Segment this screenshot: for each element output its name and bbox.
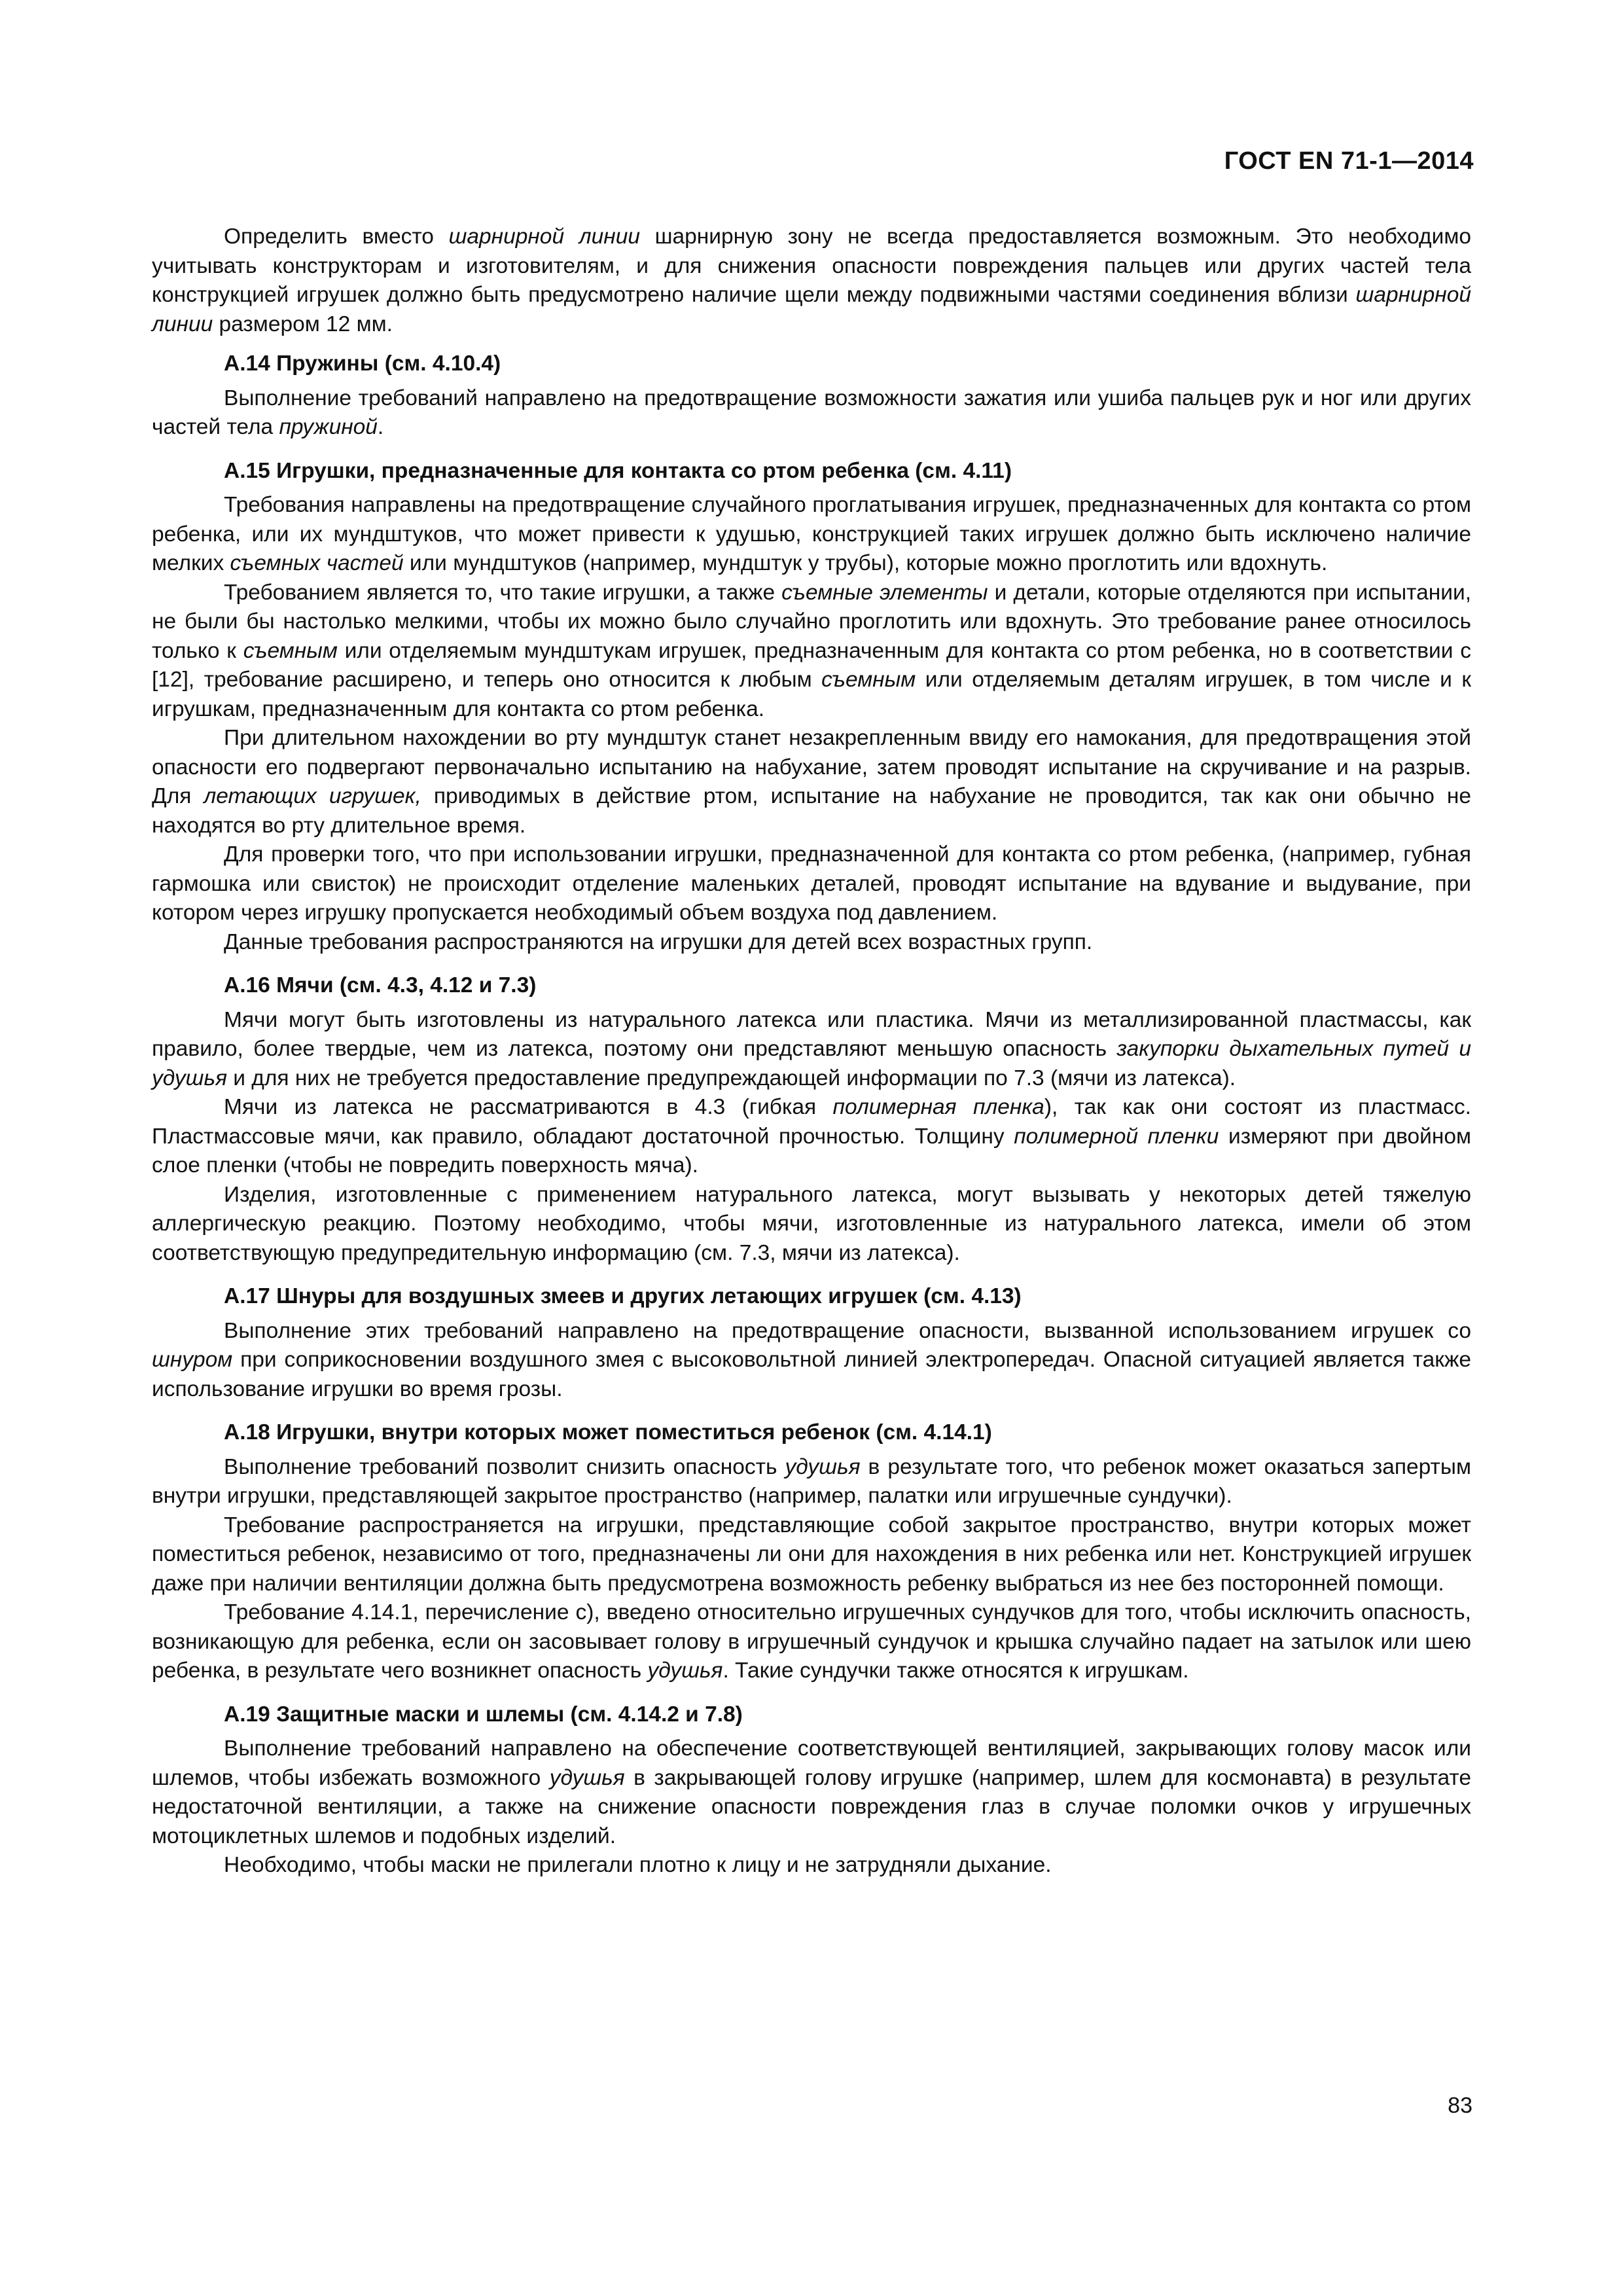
text-run: в результате того, что ребенок может оказаться запертым внутри игрушки, представляющей закрытое пространство (например, палатки или игрушечные сундучки). (152, 1454, 1471, 1508)
text-run: Требования направлены на предотвращение случайного проглатывания игрушек, предназначенных для контакта со ртом ребенка, или их мундштуков, что может привести к удушью, конструкцией таких игрушек должно быть исключено наличие мелких (152, 493, 1471, 575)
section-heading: А.15 Игрушки, предназначенные для контакта со ртом ребенка (см. 4.11) (224, 458, 1012, 483)
italic-term: полимерная пленка (832, 1095, 1044, 1119)
paragraph (152, 1006, 1471, 1094)
paragraph (152, 1453, 1471, 1511)
paragraph (152, 1734, 1471, 1851)
text-run: Изделия, изготовленные с применением натурального латекса, могут вызывать у некоторых детей тяжелую аллергическую реакцию. Поэтому необходимо, чтобы мячи, изготовленные из натурального латекса, имели об этом соответствующую предупредительную информацию (см. 7.3, мячи из латекса). (152, 1182, 1471, 1265)
text-run: Выполнение требований позволит снизить опасность (224, 1454, 785, 1479)
text-run: Для проверки того, что при использовании игрушки, предназначенной для контакта со ртом ребенка, (например, губная гармошка или свисток) не происходит отделение маленьких деталей, проводят испытание на вдувание и выдувание, при котором через игрушку пропускается необходимый объем воздуха под давлением. (152, 842, 1471, 925)
text-run: и для них не требуется предоставление предупреждающей информации по 7.3 (мячи из латекса). (226, 1066, 1236, 1090)
text-run: Выполнение требований направлено на предотвращение возможности зажатия или ушиба пальцев рук и ног или других частей тела (152, 386, 1471, 439)
text-run: Выполнение требований направлено на обеспечение соответствующей вентиляцией, закрывающих голову масок или шлемов, чтобы избежать возможного (152, 1736, 1471, 1790)
text-run: Данные требования распространяются на игрушки для детей всех возрастных групп. (224, 929, 1093, 954)
text-run: шарнирную зону не всегда предоставляется возможным. Это необходимо учитывать конструкторам и изготовителям, и для снижения опасности повреждения пальцев или других частей тела конструкцией игрушек должно быть предусмотрено наличие щели между подвижными частями соединения вблизи (152, 224, 1471, 307)
italic-term: шнуром (152, 1348, 233, 1372)
paragraph (152, 1181, 1471, 1268)
paragraph (152, 384, 1471, 442)
italic-term: съемных частей (230, 551, 404, 575)
italic-term: съемные элементы (781, 580, 988, 605)
italic-term: удушья (549, 1765, 625, 1790)
paragraph (152, 1598, 1471, 1686)
text-run: . Такие сундучки также относятся к игрушкам. (722, 1659, 1189, 1683)
section (152, 457, 1471, 958)
document-code-header: ГОСТ EN 71-1—2014 (1224, 147, 1474, 175)
paragraph (152, 1093, 1471, 1181)
paragraph (152, 1511, 1471, 1599)
section-heading: А.14 Пружины (см. 4.10.4) (224, 351, 501, 376)
paragraph (152, 724, 1471, 840)
text-run: или мундштуков (например, мундштук у трубы), которые можно проглотить или вдохнуть. (403, 551, 1328, 575)
paragraph (152, 928, 1471, 958)
italic-term: шарнирной линии (448, 224, 640, 249)
text-run: приводимых в действие ртом, испытание на набухание не проводится, так как они обычно не находятся во рту длительное время. (152, 784, 1471, 838)
italic-term: удушья (785, 1454, 861, 1479)
section (152, 1418, 1471, 1686)
text-run: или отделяемым мундштукам игрушек, предназначенным для контакта со ртом ребенка, но в соответствии с [12], требование расширено, и теперь оно относится к любым (152, 638, 1471, 692)
paragraph (152, 1317, 1471, 1405)
italic-term: полимерной пленки (1014, 1124, 1219, 1149)
text-run: При длительном нахождении во рту мундштук станет незакрепленным ввиду его намокания, для предотвращения этой опасности его подвергают первоначально испытанию на набухание, затем проводят испытание на скручивание и на разрыв. Для (152, 726, 1471, 808)
italic-term: съемным (821, 668, 916, 692)
text-run: Необходимо, чтобы маски не прилегали плотно к лицу и не затрудняли дыхание. (224, 1853, 1052, 1877)
section (152, 1282, 1471, 1404)
text-run: Требованием является то, что такие игрушки, а также (224, 580, 782, 605)
intro-block (152, 223, 1471, 339)
italic-term: шарнирной линии (152, 283, 1471, 336)
italic-term: пружиной (279, 415, 378, 439)
italic-term: удушья (647, 1659, 723, 1683)
text-run: . (377, 415, 384, 439)
text-run: Требование 4.14.1, перечисление с), введено относительно игрушечных сундучков для того, чтобы исключить опасность, возникающую для ребенка, если он засовывает голову в игрушечный сундучок и крышка случайно падает на затылок или шею ребенка, в результате чего возникнет опасность (152, 1600, 1471, 1683)
section (152, 350, 1471, 442)
section-heading: А.16 Мячи (см. 4.3, 4.12 и 7.3) (224, 973, 537, 997)
section (152, 971, 1471, 1268)
paragraph (152, 223, 1471, 339)
paragraph (152, 840, 1471, 928)
text-run: или отделяемым деталям игрушек, в том числе и к игрушкам, предназначенным для контакта со ртом ребенка. (152, 668, 1471, 721)
sections-container (152, 350, 1471, 1880)
paragraph (152, 491, 1471, 579)
paragraph (152, 1851, 1471, 1880)
text-run: измеряют при двойном слое пленки (чтобы не повредить поверхность мяча). (152, 1124, 1471, 1177)
text-run: Выполнение этих требований направлено на предотвращение опасности, вызванной использованием игрушек со (224, 1318, 1471, 1343)
page-content (152, 223, 1471, 1880)
section-heading: А.19 Защитные маски и шлемы (см. 4.14.2 и 7.8) (224, 1702, 743, 1727)
italic-term: закупорки дыхательных путей и удушья (152, 1037, 1471, 1090)
italic-term: летающих игрушек, (204, 784, 421, 808)
text-run: ), так как они состоят из пластмасс. Пластмассовые мячи, как правило, обладают достаточной прочностью. Толщину (152, 1095, 1471, 1149)
italic-term: съемным (243, 638, 338, 663)
text-run: размером 12 мм. (213, 312, 393, 336)
text-run: Мячи из латекса не рассматриваются в 4.3 (гибкая (224, 1095, 833, 1119)
section (152, 1700, 1471, 1880)
paragraph (152, 579, 1471, 725)
text-run: Определить вместо (224, 224, 449, 249)
text-run: в закрывающей голову игрушке (например, шлем для космонавта) в результате недостаточной вентиляции, а также на снижение опасности повреждения глаз в случае поломки очков у игрушечных мотоциклетных шлемов и подобных изделий. (152, 1765, 1471, 1848)
text-run: и детали, которые отделяются при испытании, не были бы настолько мелкими, чтобы их можно было случайно проглотить или вдохнуть. Это требование ранее относилось только к (152, 580, 1471, 663)
text-run: Мячи могут быть изготовлены из натурального латекса или пластика. Мячи из металлизированной пластмассы, как правило, более твердые, чем из латекса, поэтому они представляют меньшую опасность (152, 1007, 1471, 1061)
section-heading: А.18 Игрушки, внутри которых может поместиться ребенок (см. 4.14.1) (224, 1420, 992, 1444)
text-run: при соприкосновении воздушного змея с высоковольтной линией электропередач. Опасной ситуацией является также использование игрушки во время грозы. (152, 1348, 1471, 1401)
section-heading: А.17 Шнуры для воздушных змеев и других летающих игрушек (см. 4.13) (224, 1284, 1022, 1308)
text-run: Требование распространяется на игрушки, представляющие собой закрытое пространство, внутри которых может поместиться ребенок, независимо от того, предназначены ли они для нахождения в них ребенка или нет. Конструкцией игрушек даже при наличии вентиляции должна быть предусмотрена возможность ребенку выбраться из нее без посторонней помощи. (152, 1513, 1471, 1596)
page-number: 83 (1448, 2093, 1472, 2118)
